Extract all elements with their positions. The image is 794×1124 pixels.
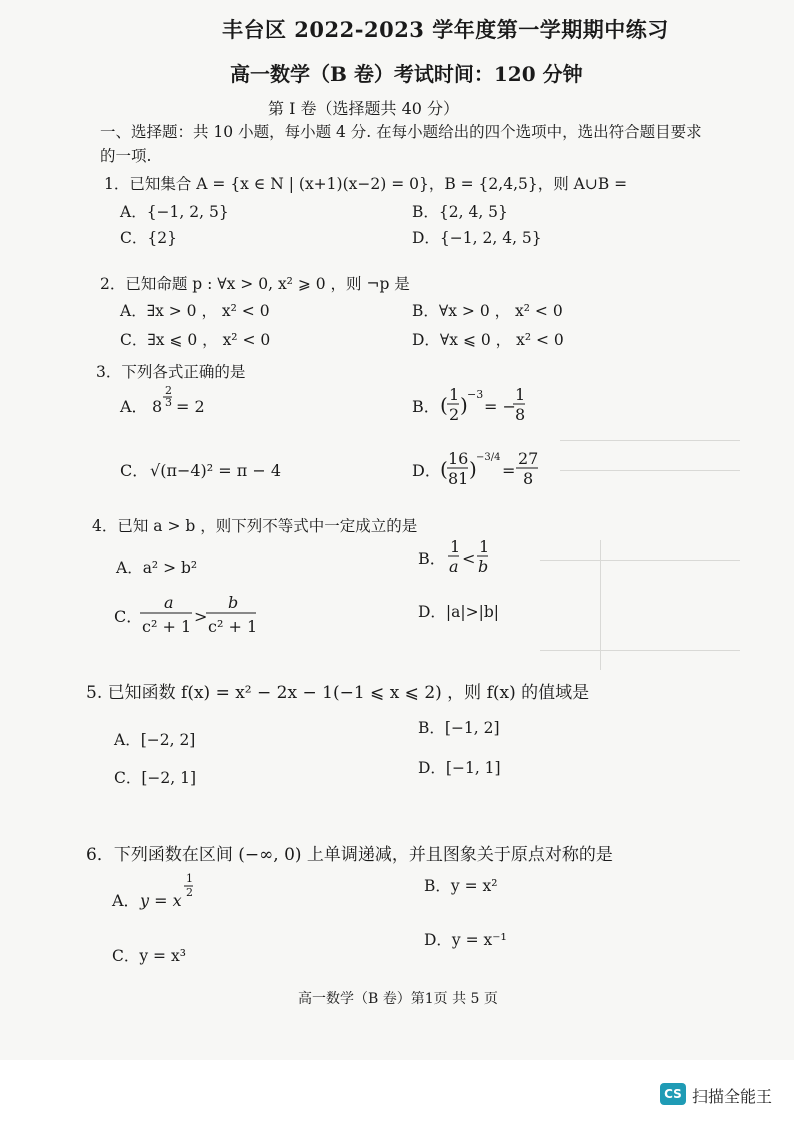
q3d-num: 16 — [448, 449, 469, 468]
page-footer: 高一数学（B 卷）第1页 共 5 页 — [298, 991, 498, 1007]
q6a-exp-den: 2 — [186, 886, 193, 899]
section-intro-line1: 一、选择题：共 10 小题，每小题 4 分. 在每小题给出的四个选项中，选出符合题目要求 — [100, 123, 702, 141]
q3b-lparen: ( — [440, 393, 448, 417]
section-intro-line2: 的一项. — [100, 147, 152, 165]
question-4-formulas — [110, 534, 550, 644]
question-4-stem: 4．已知 a > b ，则下列不等式中一定成立的是 — [92, 517, 418, 535]
question-5-option-b: B．[−1, 2] — [418, 719, 500, 737]
question-1-option-d: D．{−1, 2, 4, 5} — [412, 229, 542, 247]
q3d-eq: = — [502, 461, 516, 480]
q4b-op: < — [462, 549, 476, 568]
question-3-formulas — [110, 380, 570, 500]
q4b-num1: 1 — [450, 537, 461, 556]
bleed-through-line — [540, 560, 740, 561]
q3b-rnum: 1 — [515, 385, 526, 404]
q4c-num2: b — [228, 593, 239, 612]
q3a-rhs: = 2 — [176, 397, 205, 416]
question-3-stem: 3．下列各式正确的是 — [96, 363, 246, 381]
question-6-option-a-formula — [110, 868, 230, 914]
question-1-option-a: A．{−1, 2, 5} — [120, 203, 229, 221]
q4c-num1: a — [164, 593, 174, 612]
question-1-option-c: C．{2} — [120, 229, 177, 247]
q3d-den: 81 — [448, 469, 469, 488]
q3b-num: 1 — [449, 385, 460, 404]
q3b-rden: 8 — [515, 405, 526, 424]
q3d-rnum: 27 — [518, 449, 539, 468]
question-5-option-c: C．[−2, 1] — [114, 769, 197, 787]
q6a-exp-num: 1 — [186, 872, 193, 885]
bleed-through-line — [560, 470, 740, 471]
q3b-den: 2 — [449, 405, 460, 424]
q4b-num2: 1 — [479, 537, 490, 556]
q3c-expr: √(π−4)² = π − 4 — [150, 461, 282, 480]
q3a-exp-den: 3 — [165, 396, 172, 409]
question-6-option-b: B．y = x² — [424, 877, 498, 895]
q4b-den1: a — [449, 557, 459, 576]
question-5-stem: 5. 已知函数 f(x) = x² − 2x − 1(−1 ⩽ x ⩽ 2) ，则 f(x) 的值域是 — [86, 683, 590, 703]
q3d-rden: 8 — [523, 469, 534, 488]
exam-title: 丰台区 2022-2023 学年度第一学期期中练习 — [222, 17, 669, 42]
question-2-stem: 2．已知命题 p : ∀x > 0, x² ⩾ 0 ，则 ¬p 是 — [100, 275, 410, 293]
question-5-option-a: A．[−2, 2] — [114, 731, 196, 749]
q3d-lparen: ( — [440, 457, 448, 481]
question-4-option-c-label: C． — [114, 607, 143, 626]
question-6-option-a-label: A． — [112, 891, 140, 910]
scanner-watermark-label: 扫描全能王 — [692, 1087, 773, 1106]
question-6-stem: 6．下列函数在区间 (−∞, 0) 上单调递减，并且图象关于原点对称的是 — [86, 845, 613, 865]
question-2-option-d: D．∀x ⩽ 0 ， x² < 0 — [412, 331, 564, 349]
question-2-option-a: A．∃x > 0 ， x² < 0 — [120, 302, 270, 320]
q3a-base: 8 — [152, 397, 163, 416]
q3a-exp-num: 2 — [165, 384, 172, 397]
question-4-option-d: D．|a|>|b| — [418, 603, 499, 621]
question-6-option-c: C．y = x³ — [112, 947, 186, 965]
q4c-den1: c² + 1 — [142, 617, 192, 636]
q3d-exp: −3/4 — [476, 452, 501, 463]
part-heading: 第 I 卷（选择题共 40 分） — [268, 99, 460, 118]
question-1-stem: 1．已知集合 A = {x ∈ N | (x+1)(x−2) = 0}，B = {2,4,5}，则 A∪B = — [104, 175, 628, 193]
q4c-den2: c² + 1 — [208, 617, 258, 636]
q6a-lhs: y = x — [140, 891, 182, 910]
q3b-eq: = − — [484, 397, 516, 416]
question-4-option-a: A．a² > b² — [116, 559, 198, 577]
question-3-option-b-label: B． — [412, 397, 440, 416]
question-2-option-c: C．∃x ⩽ 0 ， x² < 0 — [120, 331, 271, 349]
question-3-option-d-label: D． — [412, 461, 441, 480]
cs-logo-icon: CS — [660, 1083, 686, 1105]
bleed-through-line — [560, 440, 740, 441]
question-3-option-a-label: A． — [120, 397, 148, 416]
q4c-op: > — [194, 607, 208, 626]
question-1-option-b: B．{2, 4, 5} — [412, 203, 508, 221]
exam-subtitle: 高一数学（B 卷）考试时间：120 分钟 — [230, 62, 583, 86]
bleed-through-line — [540, 650, 740, 651]
q3b-rparen: ) — [460, 393, 468, 417]
q4b-den2: b — [478, 557, 489, 576]
q3d-rparen: ) — [469, 457, 477, 481]
question-4-option-b-label: B． — [418, 549, 446, 568]
question-3-option-c-label: C． — [120, 461, 149, 480]
bleed-through-line — [600, 540, 601, 670]
question-2-option-b: B．∀x > 0 ， x² < 0 — [412, 302, 563, 320]
question-6-option-d: D．y = x⁻¹ — [424, 931, 507, 949]
q3b-exp: −3 — [467, 388, 484, 401]
question-5-option-d: D．[−1, 1] — [418, 759, 501, 777]
